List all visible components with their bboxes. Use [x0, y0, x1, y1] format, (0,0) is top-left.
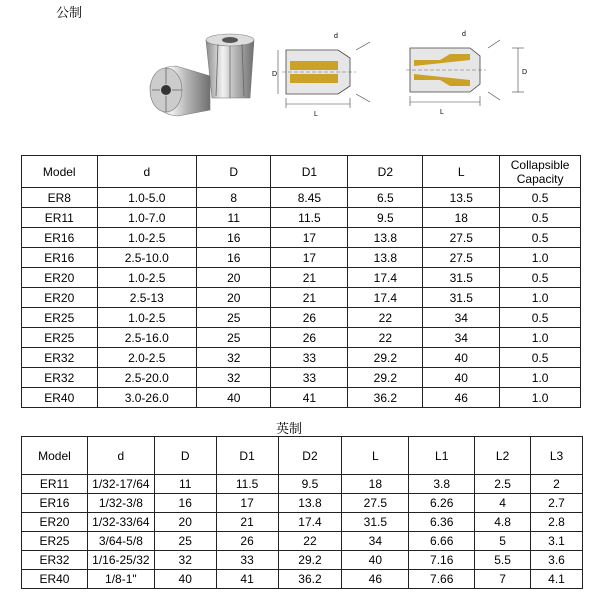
- table-cell: ER25: [22, 328, 98, 348]
- table-row: [22, 268, 581, 288]
- table-cell: 6.36: [409, 513, 475, 532]
- table-cell: 40: [154, 570, 216, 589]
- table-row: [22, 328, 581, 348]
- table-cell: 22: [348, 308, 423, 328]
- table-cell: 2.5-10.0: [97, 248, 197, 268]
- table-cell: 7.66: [409, 570, 475, 589]
- table-row: [22, 208, 581, 228]
- table-cell: 5.5: [475, 551, 531, 570]
- table-cell: 27.5: [423, 228, 500, 248]
- table-cell: 3.6: [531, 551, 583, 570]
- table-cell: 11: [154, 475, 216, 494]
- table-row: [22, 570, 583, 589]
- table-cell: 20: [197, 288, 271, 308]
- table-cell: 17.4: [278, 513, 342, 532]
- table-row: [22, 388, 581, 408]
- table-cell: 26: [271, 308, 348, 328]
- table-cell: 32: [197, 368, 271, 388]
- table-cell: 29.2: [348, 348, 423, 368]
- column-header: D2: [278, 437, 342, 475]
- table-cell: ER20: [22, 513, 88, 532]
- table-cell: 17: [271, 228, 348, 248]
- table-cell: 16: [197, 248, 271, 268]
- table-cell: 41: [271, 388, 348, 408]
- table-cell: 1.0: [500, 248, 581, 268]
- table-cell: 13.5: [423, 188, 500, 208]
- table-cell: 20: [197, 268, 271, 288]
- table-cell: 2: [531, 475, 583, 494]
- collet-illustrations: [0, 0, 600, 150]
- table-cell: 0.5: [500, 208, 581, 228]
- table-cell: 9.5: [348, 208, 423, 228]
- table-cell: ER16: [22, 494, 88, 513]
- table-cell: 13.8: [348, 228, 423, 248]
- table-row: [22, 368, 581, 388]
- table-cell: ER16: [22, 248, 98, 268]
- table-cell: 25: [197, 328, 271, 348]
- table-cell: ER25: [22, 532, 88, 551]
- table-cell: 21: [271, 268, 348, 288]
- table-cell: 34: [423, 308, 500, 328]
- table-cell: 17: [271, 248, 348, 268]
- table-cell: 46: [423, 388, 500, 408]
- collet-photo: [150, 34, 254, 116]
- imperial-section-title: 英制: [276, 421, 303, 436]
- table-cell: 5: [475, 532, 531, 551]
- table-cell: 25: [197, 308, 271, 328]
- metric-table: [21, 155, 581, 408]
- table-cell: 2.0-2.5: [97, 348, 197, 368]
- table-cell: 0.5: [500, 268, 581, 288]
- table-cell: 11: [197, 208, 271, 228]
- table-cell: 6.66: [409, 532, 475, 551]
- table-row: [22, 494, 583, 513]
- table-cell: 17: [216, 494, 278, 513]
- table-cell: 40: [423, 348, 500, 368]
- table-cell: 3.1: [531, 532, 583, 551]
- table-cell: 0.5: [500, 228, 581, 248]
- column-header: Model: [22, 156, 98, 188]
- table-cell: 1.0-2.5: [97, 268, 197, 288]
- table-cell: 9.5: [278, 475, 342, 494]
- column-header: D: [197, 156, 271, 188]
- drawing2-L-label: L: [440, 109, 444, 116]
- column-header: L: [423, 156, 500, 188]
- table-cell: 18: [423, 208, 500, 228]
- table-cell: 16: [154, 494, 216, 513]
- table-cell: 2.5-13: [97, 288, 197, 308]
- column-header: L3: [531, 437, 583, 475]
- table-cell: 29.2: [278, 551, 342, 570]
- table-cell: 1.0: [500, 368, 581, 388]
- table-cell: 26: [216, 532, 278, 551]
- table-header-row: [22, 437, 583, 475]
- table-row: [22, 288, 581, 308]
- table-cell: 16: [197, 228, 271, 248]
- table-cell: 3.0-26.0: [97, 388, 197, 408]
- table-cell: 0.5: [500, 188, 581, 208]
- column-header: L1: [409, 437, 475, 475]
- table-cell: ER11: [22, 208, 98, 228]
- table-cell: ER32: [22, 551, 88, 570]
- table-cell: ER40: [22, 570, 88, 589]
- table-cell: 31.5: [423, 288, 500, 308]
- table-cell: ER8: [22, 188, 98, 208]
- table-cell: 2.8: [531, 513, 583, 532]
- table-cell: 27.5: [342, 494, 409, 513]
- column-header: Collapsible Capacity: [500, 156, 581, 188]
- table-cell: 36.2: [348, 388, 423, 408]
- column-header: D1: [271, 156, 348, 188]
- table-cell: 17.4: [348, 268, 423, 288]
- column-header: d: [87, 437, 154, 475]
- table-cell: 40: [423, 368, 500, 388]
- table-row: [22, 228, 581, 248]
- table-cell: ER11: [22, 475, 88, 494]
- table-cell: 4: [475, 494, 531, 513]
- table-cell: 20: [154, 513, 216, 532]
- table-cell: 11.5: [216, 475, 278, 494]
- table-cell: 7: [475, 570, 531, 589]
- table-cell: 21: [271, 288, 348, 308]
- table-row: [22, 348, 581, 368]
- drawing2-D-label: D: [522, 69, 528, 76]
- table-cell: 32: [197, 348, 271, 368]
- drawing1-d-label: d: [334, 33, 338, 40]
- table-cell: 6.26: [409, 494, 475, 513]
- drawing2-d-label: d: [462, 31, 466, 38]
- table-cell: 1.0-7.0: [97, 208, 197, 228]
- table-cell: 21: [216, 513, 278, 532]
- table-cell: 34: [342, 532, 409, 551]
- table-cell: 6.5: [348, 188, 423, 208]
- table-cell: ER20: [22, 288, 98, 308]
- table-cell: 0.5: [500, 348, 581, 368]
- table-cell: 1.0: [500, 288, 581, 308]
- table-cell: ER20: [22, 268, 98, 288]
- metric-section-title: 公制: [56, 5, 83, 20]
- table-cell: 1.0-5.0: [97, 188, 197, 208]
- table-cell: 2.5-20.0: [97, 368, 197, 388]
- table-cell: 33: [271, 368, 348, 388]
- table-cell: 1.0: [500, 388, 581, 408]
- table-cell: 31.5: [423, 268, 500, 288]
- column-header: L2: [475, 437, 531, 475]
- table-cell: 32: [154, 551, 216, 570]
- table-cell: 18: [342, 475, 409, 494]
- column-header: D: [154, 437, 216, 475]
- table-cell: 1/16-25/32: [87, 551, 154, 570]
- table-cell: 34: [423, 328, 500, 348]
- collet-drawing-1: [278, 42, 370, 108]
- table-cell: 1/32-17/64: [87, 475, 154, 494]
- table-cell: 40: [197, 388, 271, 408]
- table-cell: 4.1: [531, 570, 583, 589]
- table-cell: ER32: [22, 348, 98, 368]
- table-cell: 22: [348, 328, 423, 348]
- table-cell: 41: [216, 570, 278, 589]
- drawing1-L-label: L: [314, 111, 318, 118]
- table-row: [22, 308, 581, 328]
- table-row: [22, 188, 581, 208]
- table-cell: 13.8: [278, 494, 342, 513]
- table-cell: 1.0-2.5: [97, 308, 197, 328]
- table-cell: 31.5: [342, 513, 409, 532]
- table-cell: 36.2: [278, 570, 342, 589]
- table-cell: 1.0-2.5: [97, 228, 197, 248]
- table-cell: 26: [271, 328, 348, 348]
- table-row: [22, 248, 581, 268]
- imperial-table: [21, 436, 583, 589]
- table-cell: 33: [271, 348, 348, 368]
- table-cell: 33: [216, 551, 278, 570]
- table-cell: 29.2: [348, 368, 423, 388]
- table-cell: 17.4: [348, 288, 423, 308]
- table-cell: 0.5: [500, 308, 581, 328]
- table-cell: ER25: [22, 308, 98, 328]
- table-cell: ER32: [22, 368, 98, 388]
- table-row: [22, 513, 583, 532]
- table-cell: 40: [342, 551, 409, 570]
- table-cell: 2.5: [475, 475, 531, 494]
- column-header: L: [342, 437, 409, 475]
- table-cell: 8.45: [271, 188, 348, 208]
- table-cell: 7.16: [409, 551, 475, 570]
- table-cell: 3.8: [409, 475, 475, 494]
- table-cell: 2.7: [531, 494, 583, 513]
- table-cell: 3/64-5/8: [87, 532, 154, 551]
- table-row: [22, 532, 583, 551]
- column-header: Model: [22, 437, 88, 475]
- table-cell: 46: [342, 570, 409, 589]
- table-cell: 2.5-16.0: [97, 328, 197, 348]
- drawing1-D-label: D: [272, 71, 278, 78]
- collet-drawing-2: [406, 40, 524, 106]
- table-cell: 22: [278, 532, 342, 551]
- table-cell: 1/32-3/8: [87, 494, 154, 513]
- table-cell: ER16: [22, 228, 98, 248]
- table-cell: 8: [197, 188, 271, 208]
- table-row: [22, 551, 583, 570]
- table-cell: 4.8: [475, 513, 531, 532]
- table-cell: 1/8-1": [87, 570, 154, 589]
- table-row: [22, 475, 583, 494]
- column-header: D2: [348, 156, 423, 188]
- table-cell: 25: [154, 532, 216, 551]
- column-header: D1: [216, 437, 278, 475]
- column-header: d: [97, 156, 197, 188]
- table-cell: 1/32-33/64: [87, 513, 154, 532]
- table-cell: 1.0: [500, 328, 581, 348]
- table-header-row: [22, 156, 581, 188]
- table-cell: 27.5: [423, 248, 500, 268]
- table-cell: 11.5: [271, 208, 348, 228]
- table-cell: ER40: [22, 388, 98, 408]
- table-cell: 13.8: [348, 248, 423, 268]
